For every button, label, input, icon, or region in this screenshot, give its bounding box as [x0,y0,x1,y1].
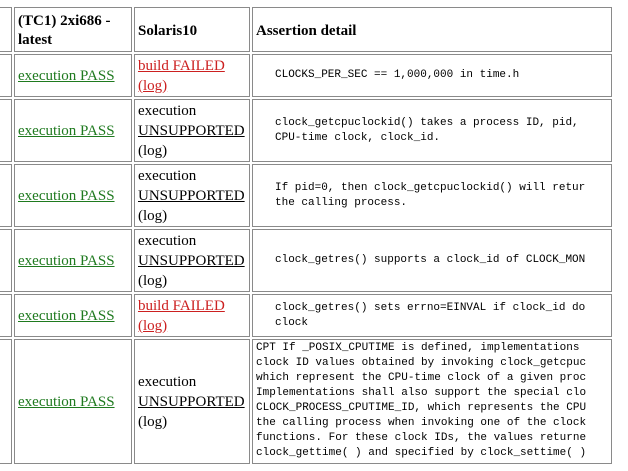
result-cell [14,229,132,292]
solaris-cell [134,294,250,337]
assertion-detail-cell [252,294,612,337]
assertion-detail-cell [252,99,612,162]
execution-pass-link[interactable]: execution PASS [18,187,115,204]
execution-label: execution [138,232,197,249]
execution-label: execution [138,102,197,119]
log-link[interactable]: (log) [138,142,168,159]
result-cell [14,339,132,464]
unsupported-link[interactable]: UNSUPPORTED [138,122,245,139]
detail-line: functions. For these clock IDs, the values returne [256,432,587,444]
solaris-cell [134,54,250,97]
log-link[interactable]: (log) [138,413,168,430]
log-link[interactable]: (log) [138,272,168,289]
header-platform: (TC1) 2xi686 - latest [14,7,132,52]
detail-line: clock_getres() supports a clock_id of CLOCK_MON [275,254,586,266]
execution-pass-link[interactable]: execution PASS [18,67,115,84]
header-row [0,7,612,52]
build-failed-link[interactable]: build FAILED [138,57,225,74]
table-row [0,164,612,227]
result-cell [14,164,132,227]
unsupported-link[interactable]: UNSUPPORTED [138,393,245,410]
log-link[interactable]: (log) [138,77,168,94]
row-empty-cell [0,164,12,227]
result-cell [14,54,132,97]
table-row [0,54,612,97]
assertion-detail-cell [252,339,612,464]
execution-pass-link[interactable]: execution PASS [18,307,115,324]
detail-line: CLOCKS_PER_SEC == 1,000,000 in time.h [275,69,520,81]
header-assertion-detail: Assertion detail [252,7,612,52]
table-row [0,99,612,162]
solaris-cell [134,164,250,227]
detail-line: clock_getres() sets errno=EINVAL if clock_id do [275,301,586,314]
detail-line: clock [275,316,309,329]
assertion-detail-cell [252,229,612,292]
solaris-cell [134,229,250,292]
table-row [0,294,612,337]
row-empty-cell [0,294,12,337]
assertion-detail-cell [252,54,612,97]
row-empty-cell [0,339,12,464]
detail-line: clock_gettime( ) and specified by clock_settime( ) [256,447,587,459]
detail-line: If pid=0, then clock_getcpuclockid() will retur [275,181,586,194]
detail-line: the calling process. [275,196,408,209]
row-empty-cell [0,99,12,162]
unsupported-link[interactable]: UNSUPPORTED [138,252,245,269]
row-empty-cell [0,229,12,292]
log-link[interactable]: (log) [138,317,168,334]
detail-line: CPU-time clock, clock_id. [275,131,441,144]
table-row [0,339,612,464]
header-solaris: Solaris10 [134,7,250,52]
result-cell [14,294,132,337]
execution-pass-link[interactable]: execution PASS [18,393,115,410]
detail-line: CLOCK_PROCESS_CPUTIME_ID, which represents the CPU [256,402,587,414]
detail-line: clock ID values obtained by invoking clock_getcpuc [256,357,587,369]
detail-line: the calling process when invoking one of the clock [256,417,587,429]
assertion-detail-cell [252,164,612,227]
log-link[interactable]: (log) [138,207,168,224]
unsupported-link[interactable]: UNSUPPORTED [138,187,245,204]
solaris-cell [134,99,250,162]
execution-label: execution [138,167,197,184]
detail-line: which represent the CPU-time clock of a given proc [256,372,587,384]
execution-label: execution [138,373,197,390]
detail-line: Implementations shall also support the special clo [256,387,587,399]
header-empty-cell [0,7,12,52]
execution-pass-link[interactable]: execution PASS [18,252,115,269]
table-row [0,229,612,292]
result-cell [14,99,132,162]
build-failed-link[interactable]: build FAILED [138,297,225,314]
detail-line: clock_getcpuclockid() takes a process ID, pid, [275,116,579,129]
solaris-cell [134,339,250,464]
row-empty-cell [0,54,12,97]
results-table [0,5,614,466]
execution-pass-link[interactable]: execution PASS [18,122,115,139]
detail-line: CPT If _POSIX_CPUTIME is defined, implementations [256,342,580,354]
